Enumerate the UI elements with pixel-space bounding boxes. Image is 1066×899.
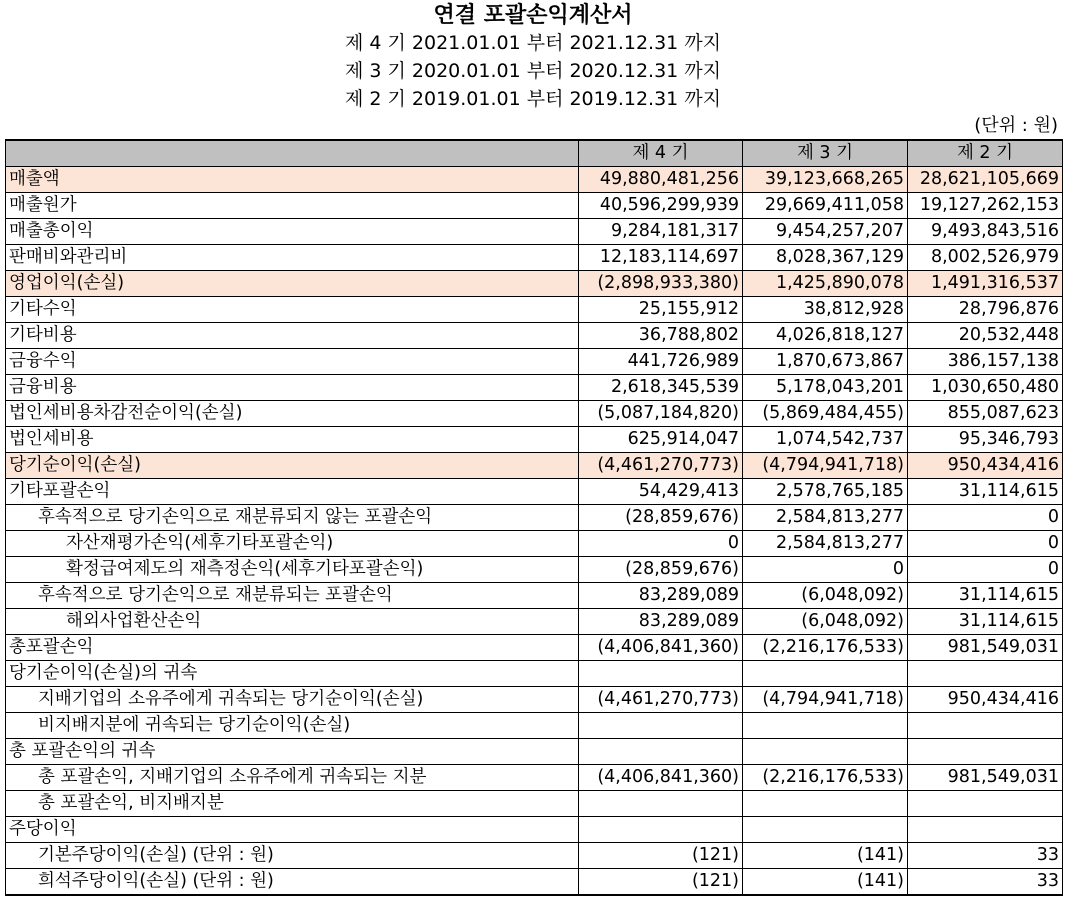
table-row (6, 375, 1063, 401)
value-cell: 1,425,890,078 (743, 271, 908, 297)
table-row (6, 297, 1063, 323)
row-label: 매출액 (6, 167, 579, 193)
table-row (6, 869, 1063, 896)
row-label: 지배기업의 소유주에게 귀속되는 당기순이익(손실) (6, 687, 579, 713)
value-cell: 83,289,089 (579, 609, 743, 635)
header-item (6, 140, 579, 167)
value-cell: 49,880,481,256 (579, 167, 743, 193)
value-cell (579, 817, 743, 843)
row-label: 총 포괄손익의 귀속 (6, 739, 579, 765)
value-cell: 39,123,668,265 (743, 167, 908, 193)
row-label: 후속적으로 당기손익으로 재분류되지 않는 포괄손익 (6, 505, 579, 531)
value-cell: 33 (908, 869, 1063, 896)
table-row (6, 687, 1063, 713)
value-cell: 1,030,650,480 (908, 375, 1063, 401)
value-cell: 9,284,181,317 (579, 219, 743, 245)
value-cell: (5,087,184,820) (579, 401, 743, 427)
table-row (6, 791, 1063, 817)
income-statement-table (5, 139, 1063, 896)
table-row (6, 661, 1063, 687)
value-cell: 950,434,416 (908, 687, 1063, 713)
row-label: 매출원가 (6, 193, 579, 219)
table-row (6, 479, 1063, 505)
period-line-4: 제 4 기 2021.01.01 부터 2021.12.31 까지 (344, 32, 722, 54)
table-row (6, 401, 1063, 427)
value-cell: (4,406,841,360) (579, 765, 743, 791)
value-cell: 8,002,526,979 (908, 245, 1063, 271)
row-label: 금융수익 (6, 349, 579, 375)
value-cell: (4,461,270,773) (579, 453, 743, 479)
value-cell: 28,796,876 (908, 297, 1063, 323)
table-row (6, 271, 1063, 297)
value-cell (743, 817, 908, 843)
value-cell (579, 713, 743, 739)
value-cell (908, 791, 1063, 817)
value-cell: 31,114,615 (908, 479, 1063, 505)
row-label: 자산재평가손익(세후기타포괄손익) (6, 531, 579, 557)
value-cell: 19,127,262,153 (908, 193, 1063, 219)
table-row (6, 739, 1063, 765)
value-cell (908, 661, 1063, 687)
value-cell: 1,074,542,737 (743, 427, 908, 453)
header-period-2: 제 2 기 (908, 140, 1063, 167)
value-cell: (28,859,676) (579, 505, 743, 531)
value-cell: 855,087,623 (908, 401, 1063, 427)
value-cell: (6,048,092) (743, 583, 908, 609)
value-cell: 38,812,928 (743, 297, 908, 323)
value-cell: 1,870,673,867 (743, 349, 908, 375)
value-cell: 8,028,367,129 (743, 245, 908, 271)
table-row (6, 635, 1063, 661)
value-cell: (121) (579, 869, 743, 896)
value-cell (579, 791, 743, 817)
period-line-2: 제 2 기 2019.01.01 부터 2019.12.31 까지 (344, 88, 722, 110)
value-cell: 0 (579, 531, 743, 557)
row-label: 총 포괄손익, 비지배지분 (6, 791, 579, 817)
row-label: 기타비용 (6, 323, 579, 349)
value-cell: 31,114,615 (908, 583, 1063, 609)
row-label: 해외사업환산손익 (6, 609, 579, 635)
value-cell (579, 739, 743, 765)
table-row (6, 557, 1063, 583)
value-cell: 33 (908, 843, 1063, 869)
row-label: 주당이익 (6, 817, 579, 843)
value-cell: (2,898,933,380) (579, 271, 743, 297)
value-cell: 0 (743, 557, 908, 583)
value-cell: (121) (579, 843, 743, 869)
value-cell: 981,549,031 (908, 765, 1063, 791)
value-cell: 40,596,299,939 (579, 193, 743, 219)
header-period-3: 제 3 기 (743, 140, 908, 167)
value-cell: 950,434,416 (908, 453, 1063, 479)
value-cell: (6,048,092) (743, 609, 908, 635)
value-cell: (4,794,941,718) (743, 687, 908, 713)
table-row (6, 713, 1063, 739)
value-cell (743, 661, 908, 687)
table-row (6, 427, 1063, 453)
value-cell (743, 739, 908, 765)
header-period-4: 제 4 기 (579, 140, 743, 167)
table-row (6, 531, 1063, 557)
value-cell: (141) (743, 869, 908, 896)
table-row (6, 219, 1063, 245)
value-cell: 9,454,257,207 (743, 219, 908, 245)
table-row (6, 765, 1063, 791)
value-cell (908, 817, 1063, 843)
table-row (6, 505, 1063, 531)
value-cell: (4,461,270,773) (579, 687, 743, 713)
value-cell: 2,584,813,277 (743, 505, 908, 531)
value-cell: 2,584,813,277 (743, 531, 908, 557)
value-cell: (4,794,941,718) (743, 453, 908, 479)
value-cell: 625,914,047 (579, 427, 743, 453)
row-label: 총 포괄손익, 지배기업의 소유주에게 귀속되는 지분 (6, 765, 579, 791)
value-cell: (28,859,676) (579, 557, 743, 583)
row-label: 비지배지분에 귀속되는 당기순이익(손실) (6, 713, 579, 739)
value-cell: 4,026,818,127 (743, 323, 908, 349)
value-cell: 28,621,105,669 (908, 167, 1063, 193)
value-cell: 31,114,615 (908, 609, 1063, 635)
value-cell: 95,346,793 (908, 427, 1063, 453)
row-label: 금융비용 (6, 375, 579, 401)
statement-title: 연결 포괄손익계산서 (433, 3, 633, 28)
value-cell: 981,549,031 (908, 635, 1063, 661)
row-label: 당기순이익(손실)의 귀속 (6, 661, 579, 687)
table-row (6, 583, 1063, 609)
row-label: 판매비와관리비 (6, 245, 579, 271)
row-label: 총포괄손익 (6, 635, 579, 661)
row-label: 기타수익 (6, 297, 579, 323)
value-cell: 36,788,802 (579, 323, 743, 349)
table-row (6, 167, 1063, 193)
table-row (6, 843, 1063, 869)
header-row (6, 140, 1063, 167)
row-label: 당기순이익(손실) (6, 453, 579, 479)
value-cell: 2,618,345,539 (579, 375, 743, 401)
value-cell: (2,216,176,533) (743, 635, 908, 661)
value-cell (579, 661, 743, 687)
table-row (6, 245, 1063, 271)
value-cell: 29,669,411,058 (743, 193, 908, 219)
value-cell: 83,289,089 (579, 583, 743, 609)
value-cell: 386,157,138 (908, 349, 1063, 375)
table-row (6, 323, 1063, 349)
table-row (6, 453, 1063, 479)
row-label: 영업이익(손실) (6, 271, 579, 297)
table-row (6, 193, 1063, 219)
row-label: 법인세비용차감전순이익(손실) (6, 401, 579, 427)
value-cell (743, 713, 908, 739)
value-cell: (2,216,176,533) (743, 765, 908, 791)
period-line-3: 제 3 기 2020.01.01 부터 2020.12.31 까지 (344, 60, 722, 82)
table-row (6, 349, 1063, 375)
value-cell: (5,869,484,455) (743, 401, 908, 427)
row-label: 기타포괄손익 (6, 479, 579, 505)
value-cell: 12,183,114,697 (579, 245, 743, 271)
row-label: 매출총이익 (6, 219, 579, 245)
value-cell: 9,493,843,516 (908, 219, 1063, 245)
value-cell: 0 (908, 557, 1063, 583)
value-cell (743, 791, 908, 817)
row-label: 확정급여제도의 재측정손익(세후기타포괄손익) (6, 557, 579, 583)
value-cell: 5,178,043,201 (743, 375, 908, 401)
unit-label: (단위 : 원) (974, 115, 1058, 136)
value-cell: 0 (908, 531, 1063, 557)
value-cell: 25,155,912 (579, 297, 743, 323)
table-row (6, 817, 1063, 843)
value-cell: (141) (743, 843, 908, 869)
value-cell: 20,532,448 (908, 323, 1063, 349)
row-label: 희석주당이익(손실) (단위 : 원) (6, 869, 579, 896)
value-cell (908, 739, 1063, 765)
value-cell: 54,429,413 (579, 479, 743, 505)
value-cell: 441,726,989 (579, 349, 743, 375)
row-label: 법인세비용 (6, 427, 579, 453)
value-cell: 0 (908, 505, 1063, 531)
row-label: 후속적으로 당기손익으로 재분류되는 포괄손익 (6, 583, 579, 609)
value-cell: 2,578,765,185 (743, 479, 908, 505)
value-cell: 1,491,316,537 (908, 271, 1063, 297)
row-label: 기본주당이익(손실) (단위 : 원) (6, 843, 579, 869)
value-cell (908, 713, 1063, 739)
table-row (6, 609, 1063, 635)
value-cell: (4,406,841,360) (579, 635, 743, 661)
